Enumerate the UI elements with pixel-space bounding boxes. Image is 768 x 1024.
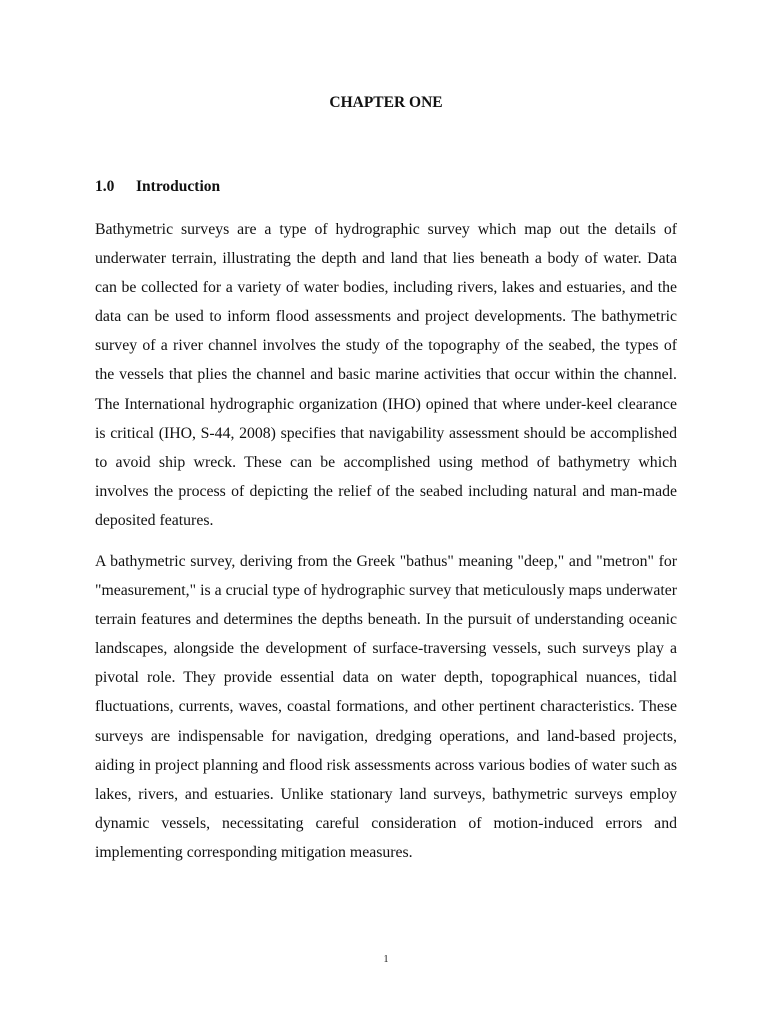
chapter-title: CHAPTER ONE	[329, 94, 443, 111]
paragraph-bathymetric-surveys: Bathymetric surveys are a type of hydrographic survey which map out the details of underwater terrain, illustrating the depth and land that lies beneath a body of water. Data can be collected for a variety of water bodies, including rivers, lakes and estuaries, and the data can be used to inform flood assessments and project developments. The bathymetric survey of a river channel involves the study of the topography of the seabed, the types of the vessels that plies the channel and basic marine activities that occur within the channel. The International hydrographic organization (IHO) opined that where under-keel clearance is critical (IHO, S-44, 2008) specifies that navigability assessment should be accomplished to avoid ship wreck. These can be accomplished using method of bathymetry which involves the process of depicting the relief of the seabed including natural and man-made deposited features.	[95, 221, 677, 529]
page-number: 1	[383, 954, 389, 965]
section-number: 1.0	[95, 178, 115, 195]
paragraph-bathymetric-definition: A bathymetric survey, deriving from the Greek "bathus" meaning "deep," and "metron" for "measurement," is a crucial type of hydrographic survey that meticulously maps underwater terrain features and determines the depths beneath. In the pursuit of understanding oceanic landscapes, alongside the development of surface-traversing vessels, such surveys play a pivotal role. They provide essential data on water depth, topographical nuances, tidal fluctuations, currents, waves, coastal formations, and other pertinent characteristics. These surveys are indispensable for navigation, dredging operations, and land-based projects, aiding in project planning and flood risk assessments across various bodies of water such as lakes, rivers, and estuaries. Unlike stationary land surveys, bathymetric surveys employ dynamic vessels, necessitating careful consideration of motion-induced errors and implementing corresponding mitigation measures.	[95, 553, 677, 861]
section-heading	[95, 178, 220, 196]
section-title: Introduction	[136, 178, 221, 195]
